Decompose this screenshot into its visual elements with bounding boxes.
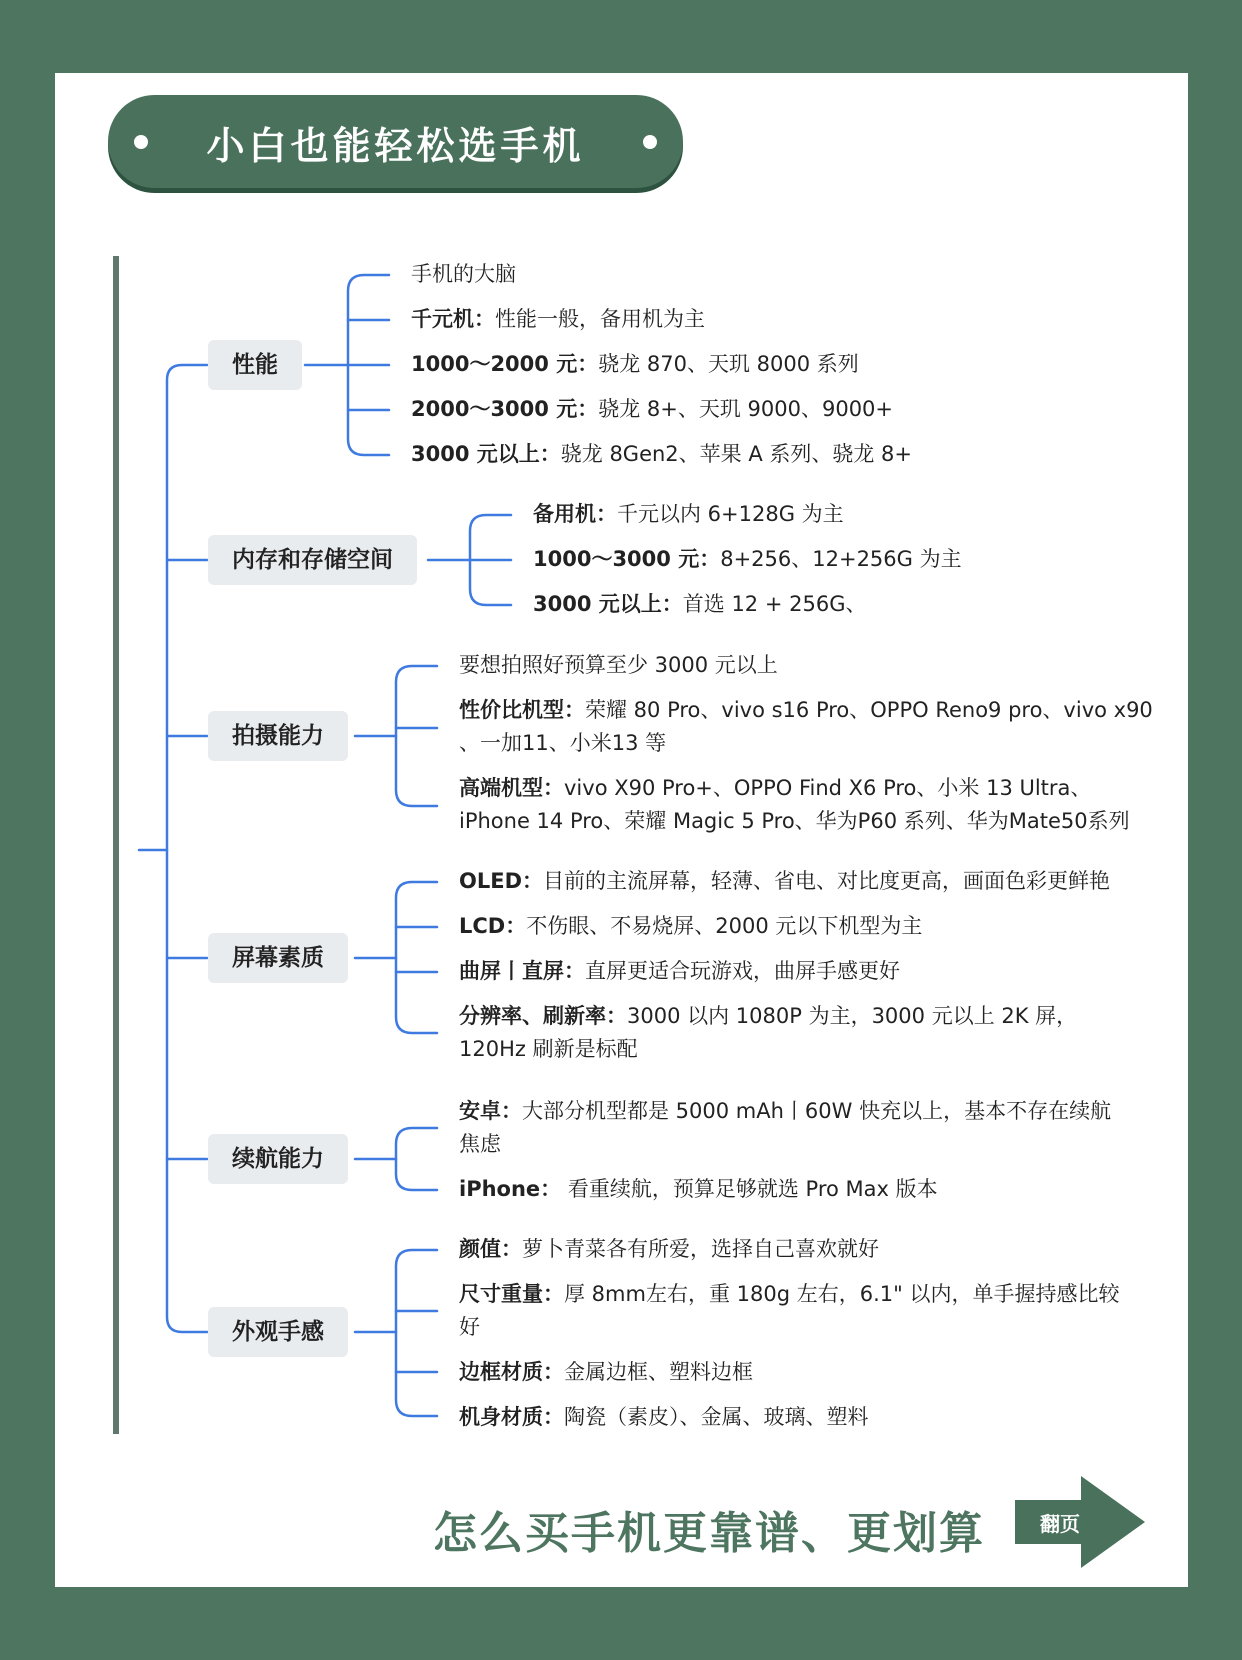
list-item: OLED：目前的主流屏幕，轻薄、省电、对比度更高，画面色彩更鲜艳 xyxy=(459,869,1111,893)
list-item: 千元机：性能一般，备用机为主 xyxy=(411,307,705,331)
list-item: 边框材质：金属边框、塑料边框 xyxy=(459,1360,753,1384)
list-item: 高端机型：vivo X90 Pro+、OPPO Find X6 Pro、小米 13 Ultra、 iPhone 14 Pro、荣耀 Magic 5 Pro、华为P60 系列、华为Mate50系列 xyxy=(459,776,1130,833)
list-item: 尺寸重量：厚 8mm左右，重 180g 左右，6.1" 以内，单手握持感比较 好 xyxy=(459,1282,1120,1339)
list-item: 曲屏丨直屏：直屏更适合玩游戏，曲屏手感更好 xyxy=(459,959,900,983)
page-title: 小白也能轻松选手机 xyxy=(206,124,585,168)
list-item: 1000～2000 元：骁龙 870、天玑 8000 系列 xyxy=(411,352,859,376)
list-item: 手机的大脑 xyxy=(411,262,516,286)
list-item: 3000 元以上：骁龙 8Gen2、苹果 A 系列、骁龙 8+ xyxy=(411,442,913,466)
list-item: 2000～3000 元：骁龙 8+、天玑 9000、9000+ xyxy=(411,397,894,421)
list-item: LCD：不伤眼、不易烧屏、2000 元以下机型为主 xyxy=(459,914,923,938)
next-page-button-label[interactable]: 翻页 xyxy=(1040,1512,1080,1536)
list-item: 分辨率、刷新率：3000 以内 1080P 为主，3000 元以上 2K 屏， 120Hz 刷新是标配 xyxy=(459,1004,1078,1061)
list-item: 1000～3000 元：8+256、12+256G 为主 xyxy=(533,547,962,571)
footer-headline: 怎么买手机更靠谱、更划算 xyxy=(433,1508,985,1559)
list-item: 3000 元以上：首选 12 + 256G、 xyxy=(533,592,867,616)
category-memory-storage: 内存和存储空间 xyxy=(208,535,417,585)
list-item: iPhone： 看重续航，预算足够就选 Pro Max 版本 xyxy=(459,1177,938,1201)
list-item: 颜值：萝卜青菜各有所爱，选择自己喜欢就好 xyxy=(459,1237,879,1261)
list-item: 安卓：大部分机型都是 5000 mAh丨60W 快充以上，基本不存在续航 焦虑 xyxy=(459,1099,1112,1156)
category-camera: 拍摄能力 xyxy=(208,711,348,761)
category-appearance: 外观手感 xyxy=(208,1307,348,1357)
list-item: 性价比机型：荣耀 80 Pro、vivo s16 Pro、OPPO Reno9 pro、vivo x90 、一加11、小米13 等 xyxy=(459,698,1153,755)
category-performance: 性能 xyxy=(208,340,302,390)
list-item: 机身材质：陶瓷（素皮）、金属、玻璃、塑料 xyxy=(459,1405,869,1429)
category-battery: 续航能力 xyxy=(208,1134,348,1184)
category-screen: 屏幕素质 xyxy=(208,933,348,983)
list-item: 要想拍照好预算至少 3000 元以上 xyxy=(459,653,778,677)
list-item: 备用机：千元以内 6+128G 为主 xyxy=(533,502,844,526)
